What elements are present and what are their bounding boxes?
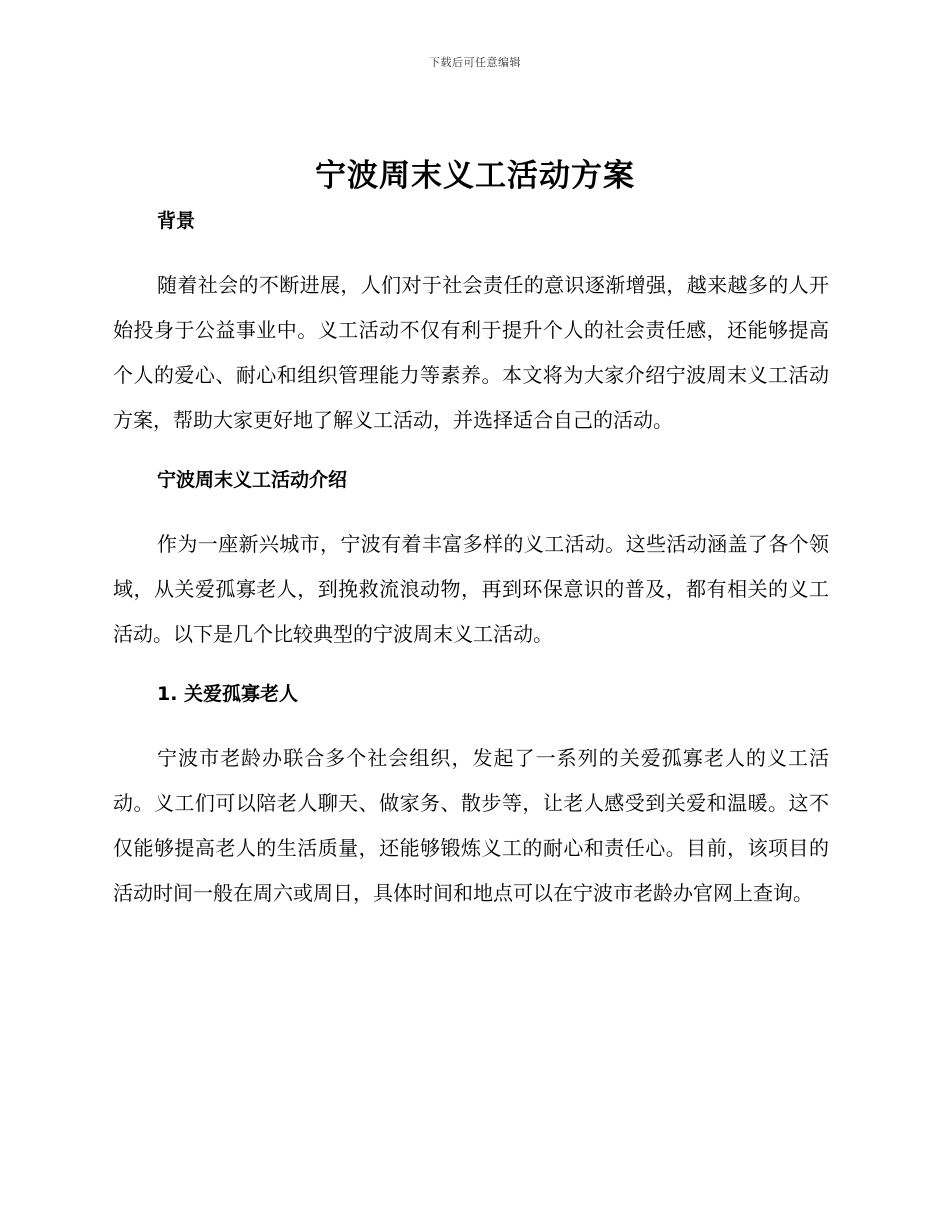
document-body — [113, 206, 829, 916]
section-heading-introduction: 宁波周末义工活动介绍 — [157, 469, 348, 491]
document-title: 宁波周末义工活动方案 — [315, 158, 635, 194]
section-heading-background: 背景 — [157, 210, 196, 232]
section-paragraph-background: 随着社会的不断进展，人们对于社会责任的意识逐渐增强，越来越多的人开始投身于公益事业中。义工活动不仅有利于提升个人的社会责任感，还能够提高个人的爱心、耐心和组织管理能力等素养。本文将为大家介绍宁波周末义工活动方案，帮助大家更好地了解义工活动，并选择适合自己的活动。 — [113, 273, 829, 432]
section-paragraph-introduction: 作为一座新兴城市，宁波有着丰富多样的义工活动。这些活动涵盖了各个领域，从关爱孤寡老人，到挽救流浪动物，再到环保意识的普及，都有相关的义工活动。以下是几个比较典型的宁波周末义工活动。 — [113, 532, 829, 646]
header-note: 下载后可任意编辑 — [429, 56, 521, 69]
section-paragraph-elderly-care: 宁波市老龄办联合多个社会组织，发起了一系列的关爱孤寡老人的义工活动。义工们可以陪老人聊天、做家务、散步等，让老人感受到关爱和温暖。这不仅能够提高老人的生活质量，还能够锻炼义工的耐心和责任心。目前，该项目的活动时间一般在周六或周日，具体时间和地点可以在宁波市老龄办官网上查询。 — [113, 746, 829, 905]
section-heading-elderly-care: 1. 关爱孤寡老人 — [157, 683, 299, 705]
